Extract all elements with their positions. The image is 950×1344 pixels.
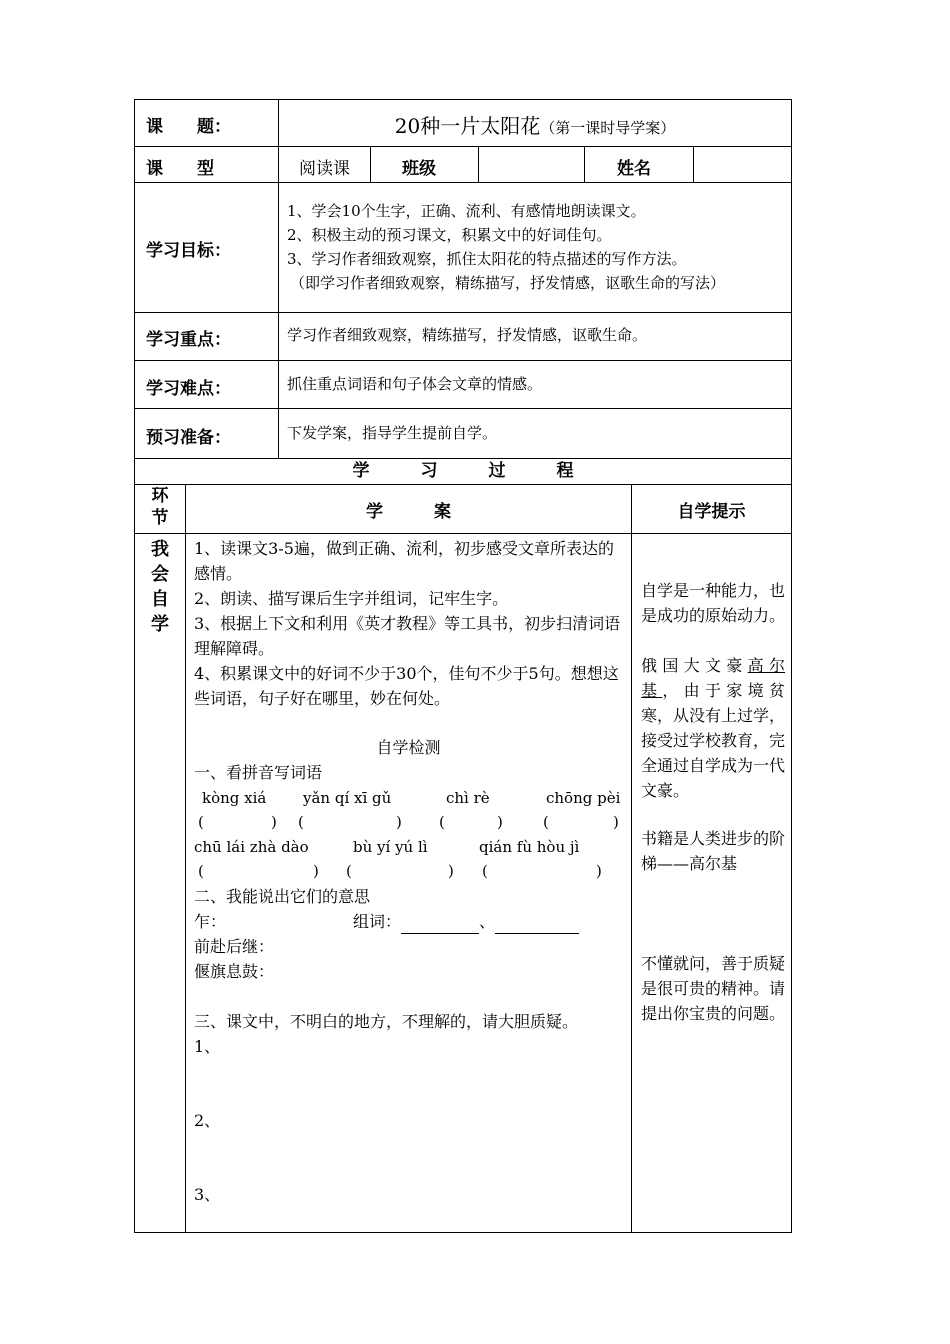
plan-tasks — [194, 536, 624, 711]
pinyin-text: chū lái zhà dào — [194, 838, 309, 856]
question-number: 1、 — [194, 1037, 221, 1056]
idiom-1: 前赴后继： — [194, 937, 275, 956]
paren: ( — [198, 813, 204, 831]
goal-item: 3、学习作者细致观察，抓住太阳花的特点描述的写作方法。 — [287, 250, 687, 268]
self-check-title: 自学检测 — [376, 738, 441, 757]
paren: ( — [198, 862, 204, 880]
question-number: 3、 — [194, 1185, 221, 1204]
zuci-blank-1[interactable] — [401, 917, 479, 934]
paren: ( — [298, 813, 304, 831]
stage-header: 环节 — [151, 486, 169, 528]
idiom-2: 偃旗息鼓： — [194, 962, 275, 981]
hint-header: 自学提示 — [677, 502, 746, 522]
focus-value: 学习作者细致观察，精练描写，抒发情感，讴歌生命。 — [287, 326, 648, 344]
difficulty-value: 抓住重点词语和句子体会文章的情感。 — [287, 375, 543, 393]
pinyin-text: chì rè — [446, 789, 490, 807]
goals-label: 学习目标： — [146, 241, 231, 261]
goal-item: 2、积极主动的预习课文，积累文中的好词佳句。 — [287, 226, 612, 244]
section-3-title: 三、课文中，不明白的地方，不理解的，请大胆质疑。 — [194, 1012, 579, 1031]
pinyin-text: yǎn qí xī gǔ — [303, 789, 392, 807]
paren: ) — [448, 862, 454, 880]
topic-label: 课 题： — [146, 117, 231, 137]
prep-value: 下发学案，指导学生提前自学。 — [287, 424, 498, 442]
zuci-line — [353, 909, 579, 934]
name-field[interactable] — [694, 147, 791, 182]
topic-title: 20种一片太阳花 — [394, 114, 541, 138]
topic-title-line — [279, 110, 791, 139]
hint-books: 书籍是人类进步的阶梯——高尔基 — [641, 829, 786, 873]
hint-question: 不懂就问，善于质疑是很可贵的精神。请提出你宝贵的问题。 — [641, 954, 786, 1023]
class-field[interactable] — [479, 147, 584, 182]
paren: ) — [396, 813, 402, 831]
goals-list — [287, 199, 787, 295]
goal-item: （即学习作者细致观察，精练描写，抒发情感，讴歌生命的写法） — [290, 274, 726, 292]
hint-gorky-prefix: 俄国大文豪 — [641, 656, 748, 675]
paren: ( — [482, 862, 488, 880]
dunhao: 、 — [479, 912, 496, 931]
hint-gorky-suffix: ，由于家境贫寒，从没有上过学，接受过学校教育，完全通过自学成为一代文豪。 — [641, 681, 786, 800]
zuci-label: 组词： — [353, 912, 402, 931]
pinyin-text: kòng xiá — [202, 789, 267, 807]
pinyin-text: qián fù hòu jì — [479, 838, 580, 856]
prep-label: 预习准备： — [146, 428, 231, 448]
paren: ( — [439, 813, 445, 831]
process-title: 学 习 过 程 — [352, 461, 574, 481]
class-label: 班级 — [402, 159, 436, 179]
zha-char: 乍： — [194, 912, 227, 931]
hint-ability: 自学是一种能力，也是成功的原始动力。 — [641, 581, 786, 625]
pinyin-text: bù yí yú lì — [353, 838, 428, 856]
paren: ) — [596, 862, 602, 880]
paren: ( — [346, 862, 352, 880]
paren: ) — [271, 813, 277, 831]
type-value: 阅读课 — [299, 159, 350, 179]
hint-gorky-name: 高尔基 — [641, 656, 785, 700]
hint-gorky — [641, 653, 785, 803]
section-2-title: 二、我能说出它们的意思 — [194, 887, 371, 906]
focus-label: 学习重点： — [146, 330, 231, 350]
plan-header: 学 案 — [366, 502, 451, 522]
paren: ) — [613, 813, 619, 831]
question-number: 2、 — [194, 1111, 221, 1130]
topic-subtitle: （第一课时导学案） — [540, 119, 676, 137]
paren: ) — [497, 813, 503, 831]
zuci-blank-2[interactable] — [495, 917, 579, 934]
name-label: 姓名 — [617, 159, 651, 179]
task-item: 4、积累课文中的好词不少于30个，佳句不少于5句。想想这些词语，句子好在哪里，妙在何处。 — [194, 664, 619, 708]
task-item: 2、朗读、描写课后生字并组词，记牢生字。 — [194, 589, 509, 608]
pinyin-text: chōng pèi — [546, 789, 621, 807]
stage-name: 我会自学 — [151, 539, 169, 635]
paren: ( — [543, 813, 549, 831]
type-label: 课 型 — [146, 159, 214, 179]
task-item: 3、根据上下文和利用《英才教程》等工具书，初步扫清词语理解障碍。 — [194, 614, 621, 658]
section-1-title: 一、看拼音写词语 — [194, 763, 323, 782]
goal-item: 1、学会10个生字，正确、流利、有感情地朗读课文。 — [287, 202, 646, 220]
task-item: 1、读课文3-5遍，做到正确、流利，初步感受文章所表达的感情。 — [194, 539, 614, 583]
difficulty-label: 学习难点： — [146, 379, 231, 399]
paren: ) — [313, 862, 319, 880]
